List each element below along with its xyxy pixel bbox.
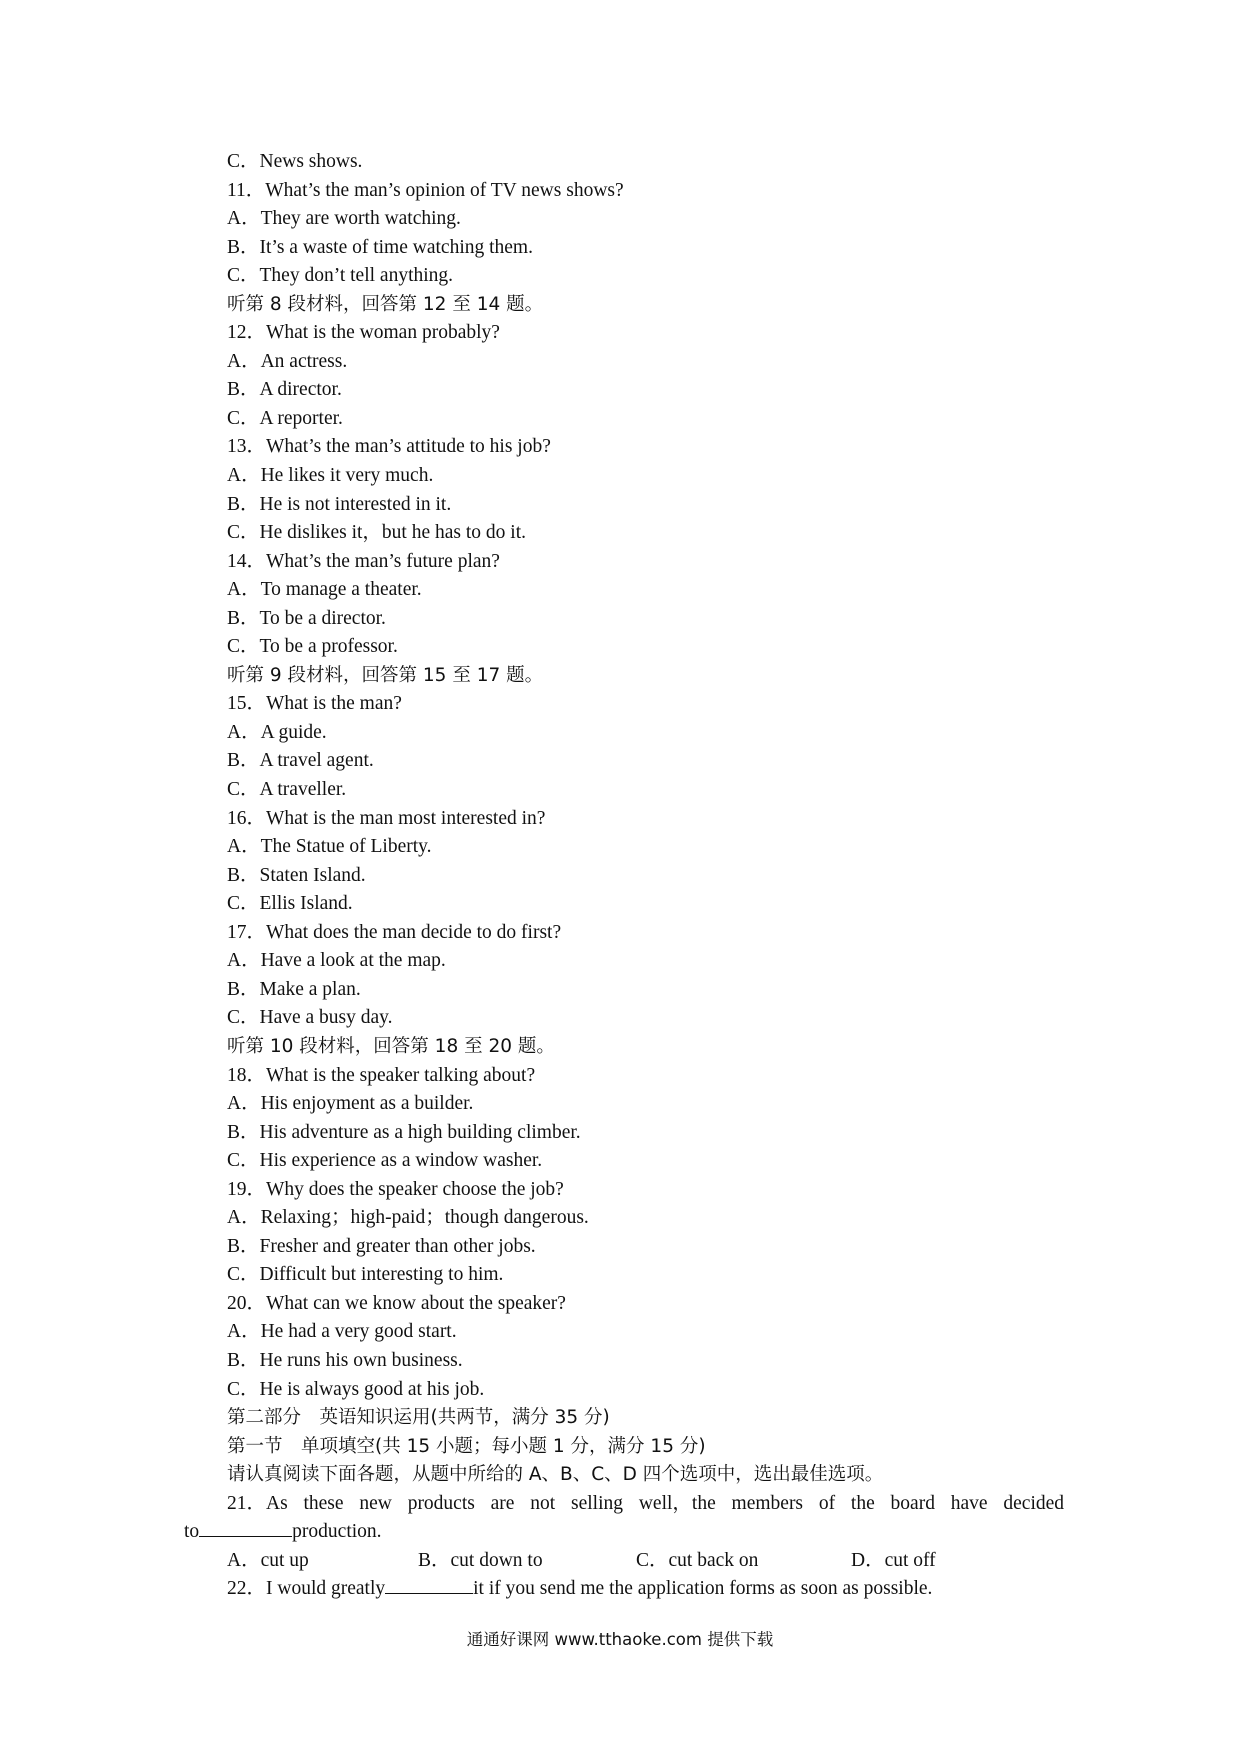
question-13: 13．What’s the man’s attitude to his job? [227, 436, 551, 458]
line: A．To manage a theater. [227, 579, 422, 601]
line: A．Relaxing；high-paid；though dangerous. [227, 1207, 589, 1229]
question-18: 18．What is the speaker talking about? [227, 1064, 536, 1086]
line: C．A traveller. [227, 779, 347, 801]
line: B．A travel agent. [227, 750, 374, 772]
option-a: A．cut up [227, 1549, 309, 1571]
line: C．Have a busy day. [227, 1007, 393, 1029]
word: not [530, 1492, 556, 1514]
word: have [950, 1492, 988, 1514]
line: C．Difficult but interesting to him. [227, 1264, 504, 1286]
word: decided [1003, 1492, 1065, 1514]
answer-blank [199, 1518, 292, 1537]
line: B．Staten Island. [227, 864, 366, 886]
question-20: 20．What can we know about the speaker? [227, 1292, 566, 1314]
text: to [184, 1521, 200, 1543]
option-b: B．cut down to [418, 1549, 543, 1571]
word: products [407, 1492, 475, 1514]
line: B．He is not interested in it. [227, 493, 452, 515]
line: C．A reporter. [227, 407, 343, 429]
question-14: 14．What’s the man’s future plan? [227, 550, 500, 572]
word: selling [571, 1492, 624, 1514]
section-header: 听第 9 段材料，回答第 15 至 17 题。 [227, 664, 544, 686]
line: A．Have a look at the map. [227, 950, 446, 972]
word: board [890, 1492, 935, 1514]
question-21-continued [0, 1518, 1240, 1547]
word: of [818, 1492, 836, 1514]
section-header: 听第 10 段材料，回答第 18 至 20 题。 [227, 1035, 555, 1057]
question-lines [0, 148, 1240, 1604]
line: A．A guide. [227, 721, 327, 743]
section-header: 听第 8 段材料，回答第 12 至 14 题。 [227, 293, 544, 315]
instructions: 请认真阅读下面各题，从题中所给的 A、B、C、D 四个选项中，选出最佳选项。 [227, 1464, 884, 1486]
line: A．He likes it very much. [227, 465, 434, 487]
question-17: 17．What does the man decide to do first? [227, 921, 562, 943]
line: B．He runs his own business. [227, 1349, 463, 1371]
answer-blank [385, 1575, 473, 1594]
word: are [490, 1492, 515, 1514]
word: these [303, 1492, 344, 1514]
line: A．They are worth watching. [227, 208, 461, 230]
question-22 [0, 1575, 1240, 1604]
question-12: 12．What is the woman probably? [227, 322, 500, 344]
line: A．His enjoyment as a builder. [227, 1093, 474, 1115]
option-c: C．cut back on [636, 1549, 759, 1571]
question-11: 11．What’s the man’s opinion of TV news shows? [227, 179, 624, 201]
question-15: 15．What is the man? [227, 693, 402, 715]
question-21-options [0, 1547, 1240, 1576]
text: 22．I would greatly [227, 1578, 386, 1600]
line: B．Make a plan. [227, 978, 361, 1000]
line: B．Fresher and greater than other jobs. [227, 1235, 536, 1257]
word: well，the [638, 1492, 716, 1514]
line: C．To be a professor. [227, 636, 398, 658]
word: the [850, 1492, 875, 1514]
question-19: 19．Why does the speaker choose the job? [227, 1178, 564, 1200]
question-21 [0, 1490, 1240, 1519]
line: A．He had a very good start. [227, 1321, 457, 1343]
line: C．They don’t tell anything. [227, 265, 454, 287]
word: new [359, 1492, 392, 1514]
line: B．It’s a waste of time watching them. [227, 236, 533, 258]
line: C．He is always good at his job. [227, 1378, 485, 1400]
line: B．To be a director. [227, 607, 386, 629]
option-d: D．cut off [851, 1549, 936, 1571]
line: C．News shows. [227, 151, 363, 172]
word: members [731, 1492, 804, 1514]
word: 21．As [227, 1492, 288, 1514]
line: B．A director. [227, 379, 342, 401]
text: production. [292, 1521, 382, 1543]
line: C．Ellis Island. [227, 893, 353, 915]
page-footer: 通通好课网 www.tthaoke.com 提供下载 [466, 1630, 774, 1649]
line: C．His experience as a window washer. [227, 1150, 543, 1172]
section-one-header: 第一节 单项填空(共 15 小题；每小题 1 分，满分 15 分) [227, 1435, 706, 1457]
line: C．He dislikes it，but he has to do it. [227, 522, 526, 544]
line: A．An actress. [227, 350, 348, 372]
line: B．His adventure as a high building climber. [227, 1121, 581, 1143]
line: A．The Statue of Liberty. [227, 836, 432, 858]
question-16: 16．What is the man most interested in? [227, 807, 546, 829]
part-two-header: 第二部分 英语知识运用(共两节，满分 35 分) [227, 1407, 610, 1429]
text: it if you send me the application forms as soon as possible. [473, 1578, 933, 1600]
